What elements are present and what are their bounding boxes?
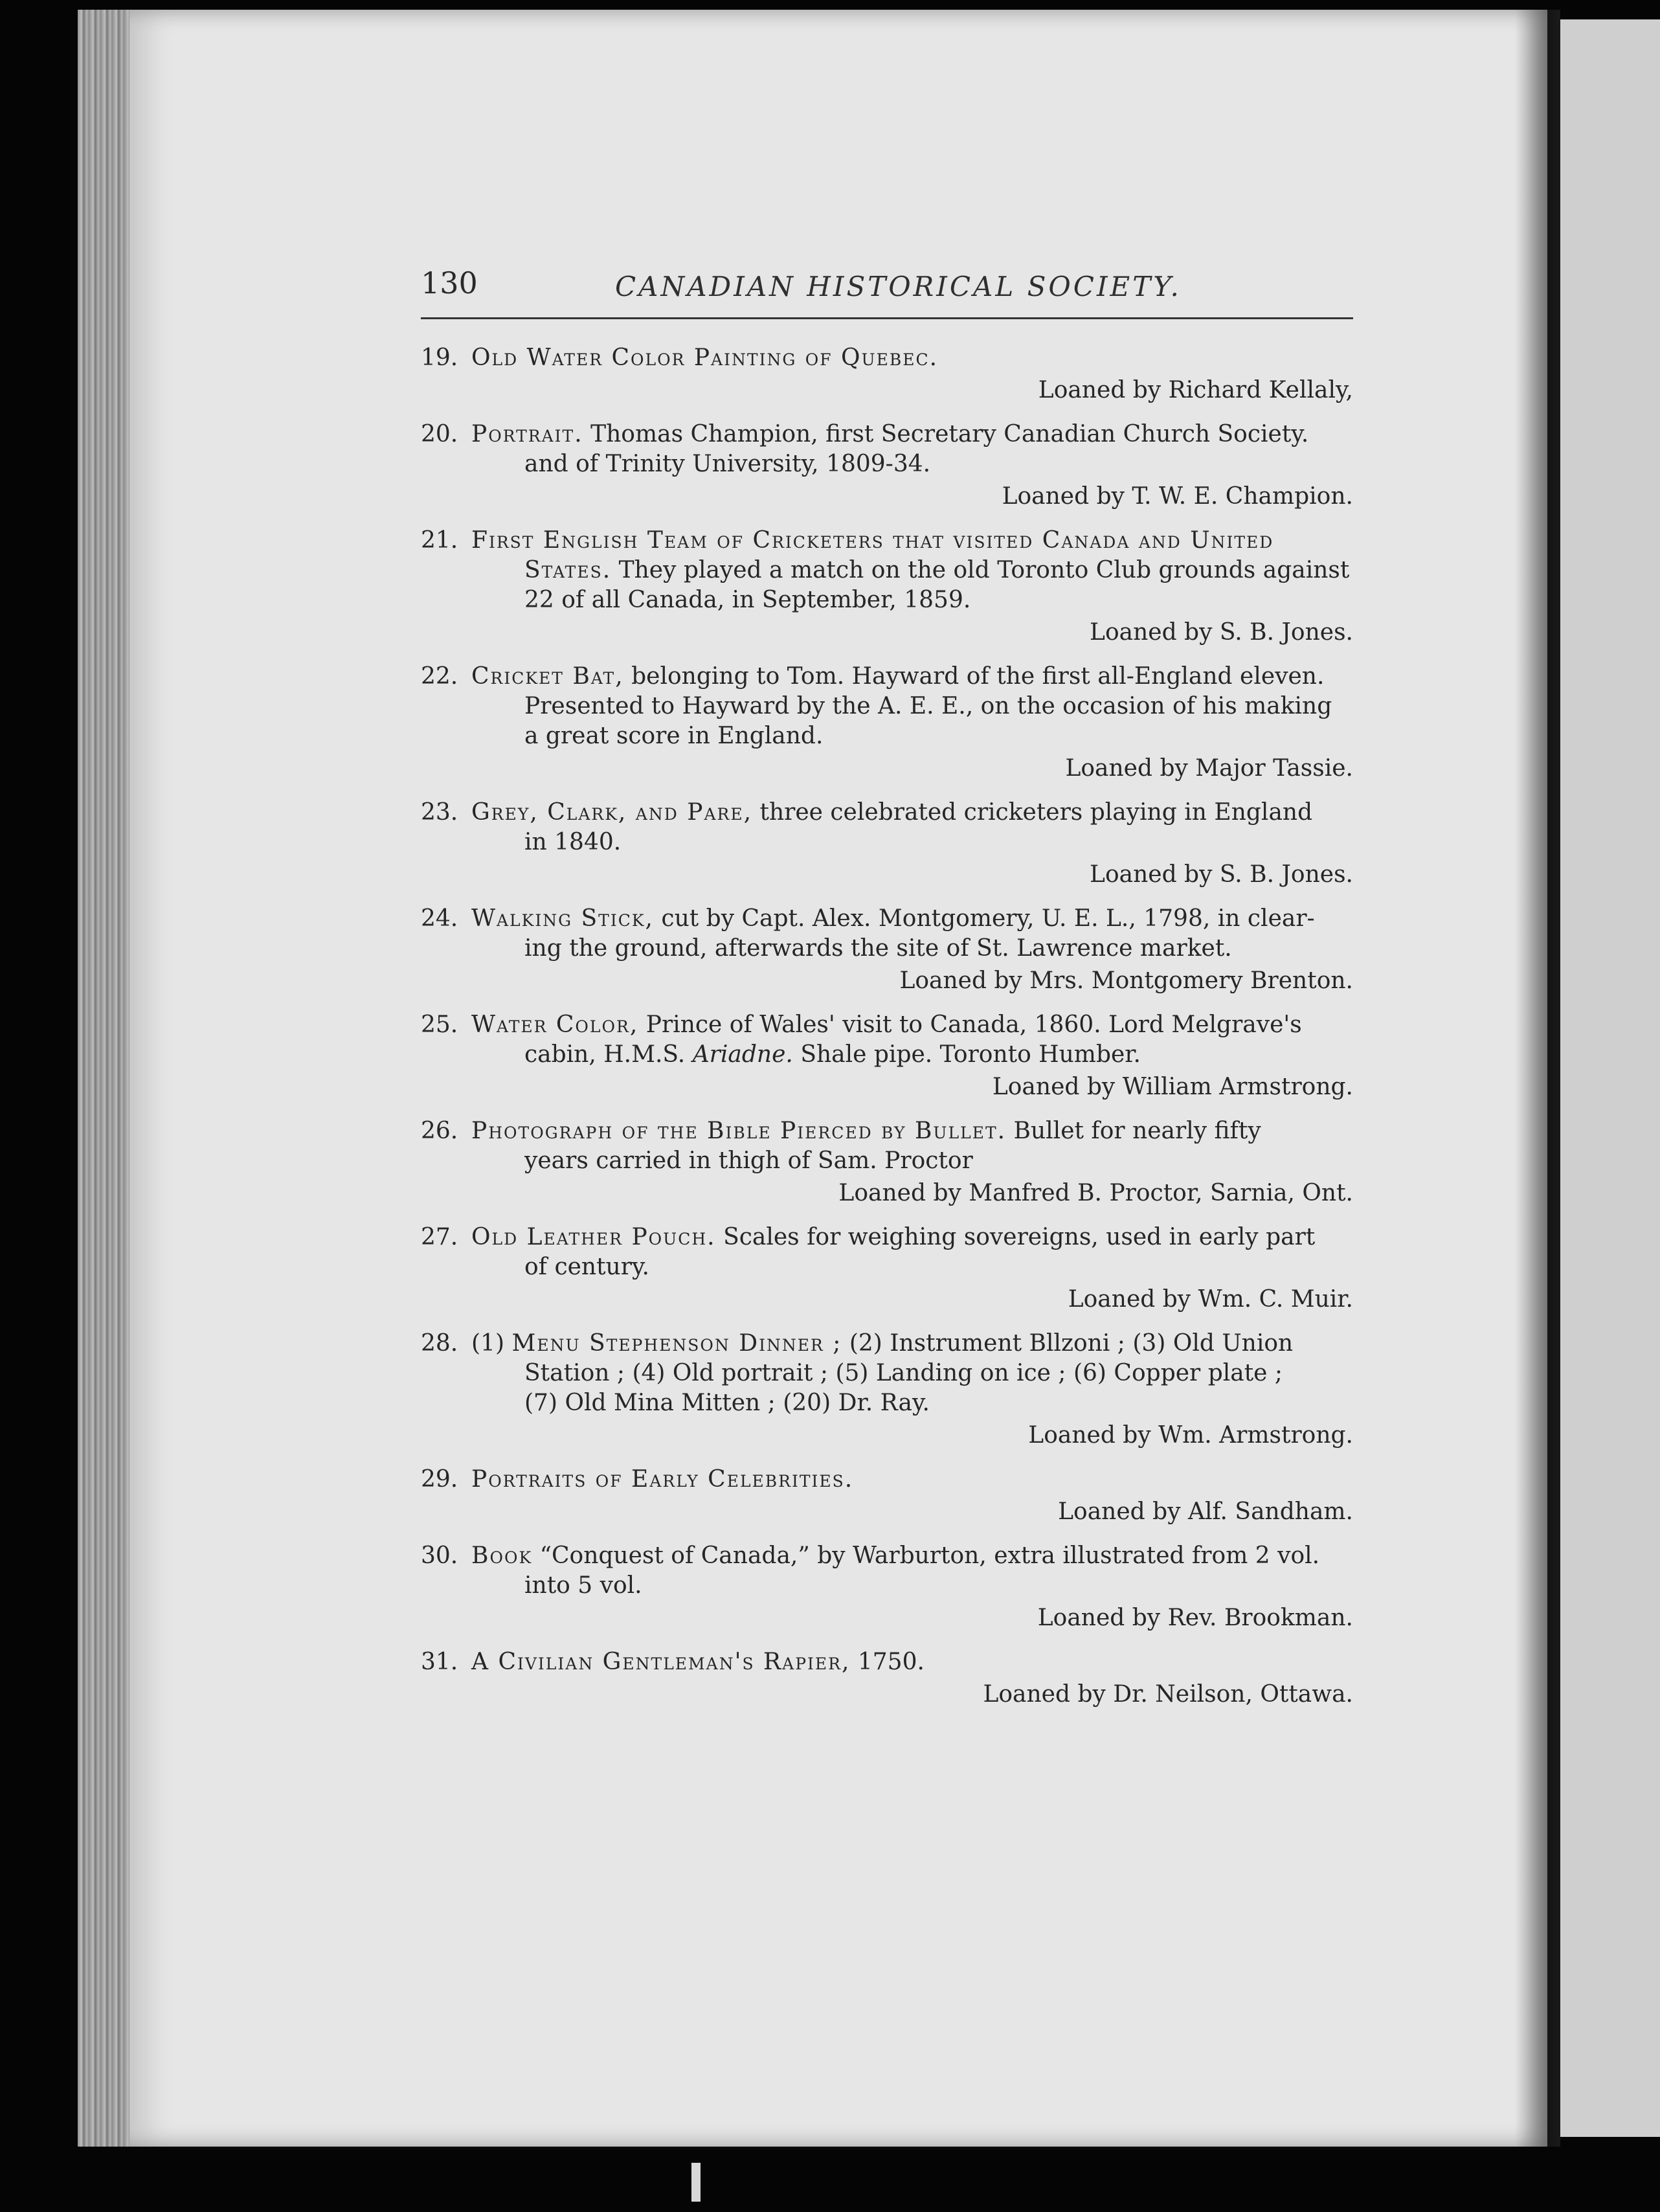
item-prefix: (1) — [471, 1330, 504, 1357]
item-description: ing the ground, afterwards the site of St. Lawrence market. — [524, 935, 1232, 962]
list-item — [421, 904, 1353, 996]
list-item — [421, 1465, 1353, 1527]
item-number: 29. — [421, 1466, 458, 1493]
item-number: 21. — [421, 527, 458, 554]
item-description: into 5 vol. — [524, 1572, 642, 1599]
item-number: 20. — [421, 421, 458, 447]
list-item — [421, 343, 1353, 405]
item-title: A Civilian Gentleman's Rapier, — [471, 1649, 851, 1675]
item-title: Cricket Bat, — [471, 663, 624, 690]
item-number: 23. — [421, 799, 458, 826]
item-description: Shale pipe. Toronto Humber. — [800, 1041, 1141, 1068]
item-description: Station ; (4) Old portrait ; (5) Landing on ice ; (6) Copper plate ; — [524, 1360, 1283, 1386]
list-item — [421, 1116, 1353, 1208]
loan-credit: Loaned by T. W. E. Champion. — [1002, 483, 1353, 510]
list-item — [421, 798, 1353, 890]
list-item — [421, 1541, 1353, 1633]
item-description: “Conquest of Canada,” by Warburton, extra illustrated from 2 vol. — [539, 1542, 1320, 1569]
page-header — [421, 265, 1353, 319]
item-description: cut by Capt. Alex. Montgomery, U. E. L., 1798, in clear- — [661, 905, 1315, 932]
item-title: Old Water Color Painting of Quebec. — [471, 344, 939, 371]
list-item — [421, 1010, 1353, 1102]
item-description: Scales for weighing sovereigns, used in early part — [723, 1224, 1316, 1250]
item-description: (7) Old Mina Mitten ; (20) Dr. Ray. — [524, 1390, 930, 1416]
loan-credit: Loaned by Alf. Sandham. — [1058, 1498, 1353, 1525]
item-number: 19. — [421, 344, 458, 371]
scan-mark — [691, 2163, 701, 2202]
item-description: (2) Instrument Bllzoni ; (3) Old Union — [849, 1330, 1294, 1357]
item-title: Portrait. — [471, 421, 583, 447]
ship-name: Ariadne. — [692, 1041, 793, 1068]
item-description: belonging to Tom. Hayward of the first all-England eleven. — [631, 663, 1325, 690]
loan-credit: Loaned by Major Tassie. — [1065, 755, 1353, 782]
list-item — [421, 1223, 1353, 1315]
running-title: CANADIAN HISTORICAL SOCIETY. — [615, 271, 1182, 302]
list-item — [421, 1647, 1353, 1710]
item-title: First English Team of Cricketers that visited Canada and United — [471, 527, 1274, 554]
item-number: 28. — [421, 1330, 458, 1357]
item-number: 22. — [421, 663, 458, 690]
loan-credit: Loaned by Mrs. Montgomery Brenton. — [899, 967, 1353, 994]
exhibit-list — [421, 343, 1353, 1724]
item-description: Presented to Hayward by the A. E. E., on the occasion of his making — [524, 693, 1332, 719]
item-description: Thomas Champion, first Secretary Canadian Church Society. — [590, 421, 1309, 447]
item-number: 30. — [421, 1542, 458, 1569]
list-item — [421, 1329, 1353, 1450]
item-description: in 1840. — [524, 829, 622, 855]
item-description: a great score in England. — [524, 723, 824, 749]
item-title: Book — [471, 1542, 533, 1569]
loan-credit: Loaned by Richard Kellaly, — [1038, 377, 1353, 403]
loan-credit: Loaned by Wm. Armstrong. — [1028, 1422, 1353, 1449]
item-number: 26. — [421, 1118, 458, 1144]
item-number: 27. — [421, 1224, 458, 1250]
item-title: Photograph of the Bible Pierced by Bullet. — [471, 1118, 1007, 1144]
facing-page — [1560, 19, 1660, 2137]
item-title: Old Leather Pouch. — [471, 1224, 716, 1250]
item-number: 25. — [421, 1011, 458, 1038]
item-title: Grey, Clark, and Pare, — [471, 799, 753, 826]
loan-credit: Loaned by S. B. Jones. — [1090, 861, 1353, 888]
loan-credit: Loaned by Wm. C. Muir. — [1068, 1286, 1353, 1313]
list-item — [421, 526, 1353, 648]
item-description: 22 of all Canada, in September, 1859. — [524, 587, 971, 613]
loan-credit: Loaned by Manfred B. Proctor, Sarnia, Ont. — [838, 1180, 1353, 1206]
item-description: cabin, H.M.S. — [524, 1041, 686, 1068]
item-description: years carried in thigh of Sam. Proctor — [524, 1147, 973, 1174]
loan-credit: Loaned by Rev. Brookman. — [1037, 1605, 1353, 1631]
item-title: Water Color, — [471, 1011, 639, 1038]
item-title: Menu Stephenson Dinner ; — [511, 1330, 842, 1357]
item-title: States. — [524, 557, 612, 583]
item-description: and of Trinity University, 1809-34. — [524, 451, 931, 477]
item-description: Bullet for nearly fifty — [1013, 1118, 1261, 1144]
loan-credit: Loaned by Dr. Neilson, Ottawa. — [983, 1681, 1353, 1708]
loan-credit: Loaned by S. B. Jones. — [1090, 619, 1353, 646]
item-description: They played a match on the old Toronto Club grounds against — [618, 557, 1350, 583]
page-number: 130 — [421, 265, 478, 300]
item-number: 31. — [421, 1649, 458, 1675]
item-description: three celebrated cricketers playing in England — [759, 799, 1313, 826]
item-title: Walking Stick, — [471, 905, 654, 932]
list-item — [421, 662, 1353, 784]
loan-credit: Loaned by William Armstrong. — [992, 1074, 1353, 1100]
item-description: of century. — [524, 1254, 649, 1280]
item-number: 24. — [421, 905, 458, 932]
item-description: 1750. — [857, 1649, 925, 1675]
item-title: Portraits of Early Celebrities. — [471, 1466, 854, 1493]
gutter-shadow — [1515, 10, 1560, 2147]
item-description: Prince of Wales' visit to Canada, 1860. Lord Melgrave's — [645, 1011, 1302, 1038]
list-item — [421, 420, 1353, 512]
